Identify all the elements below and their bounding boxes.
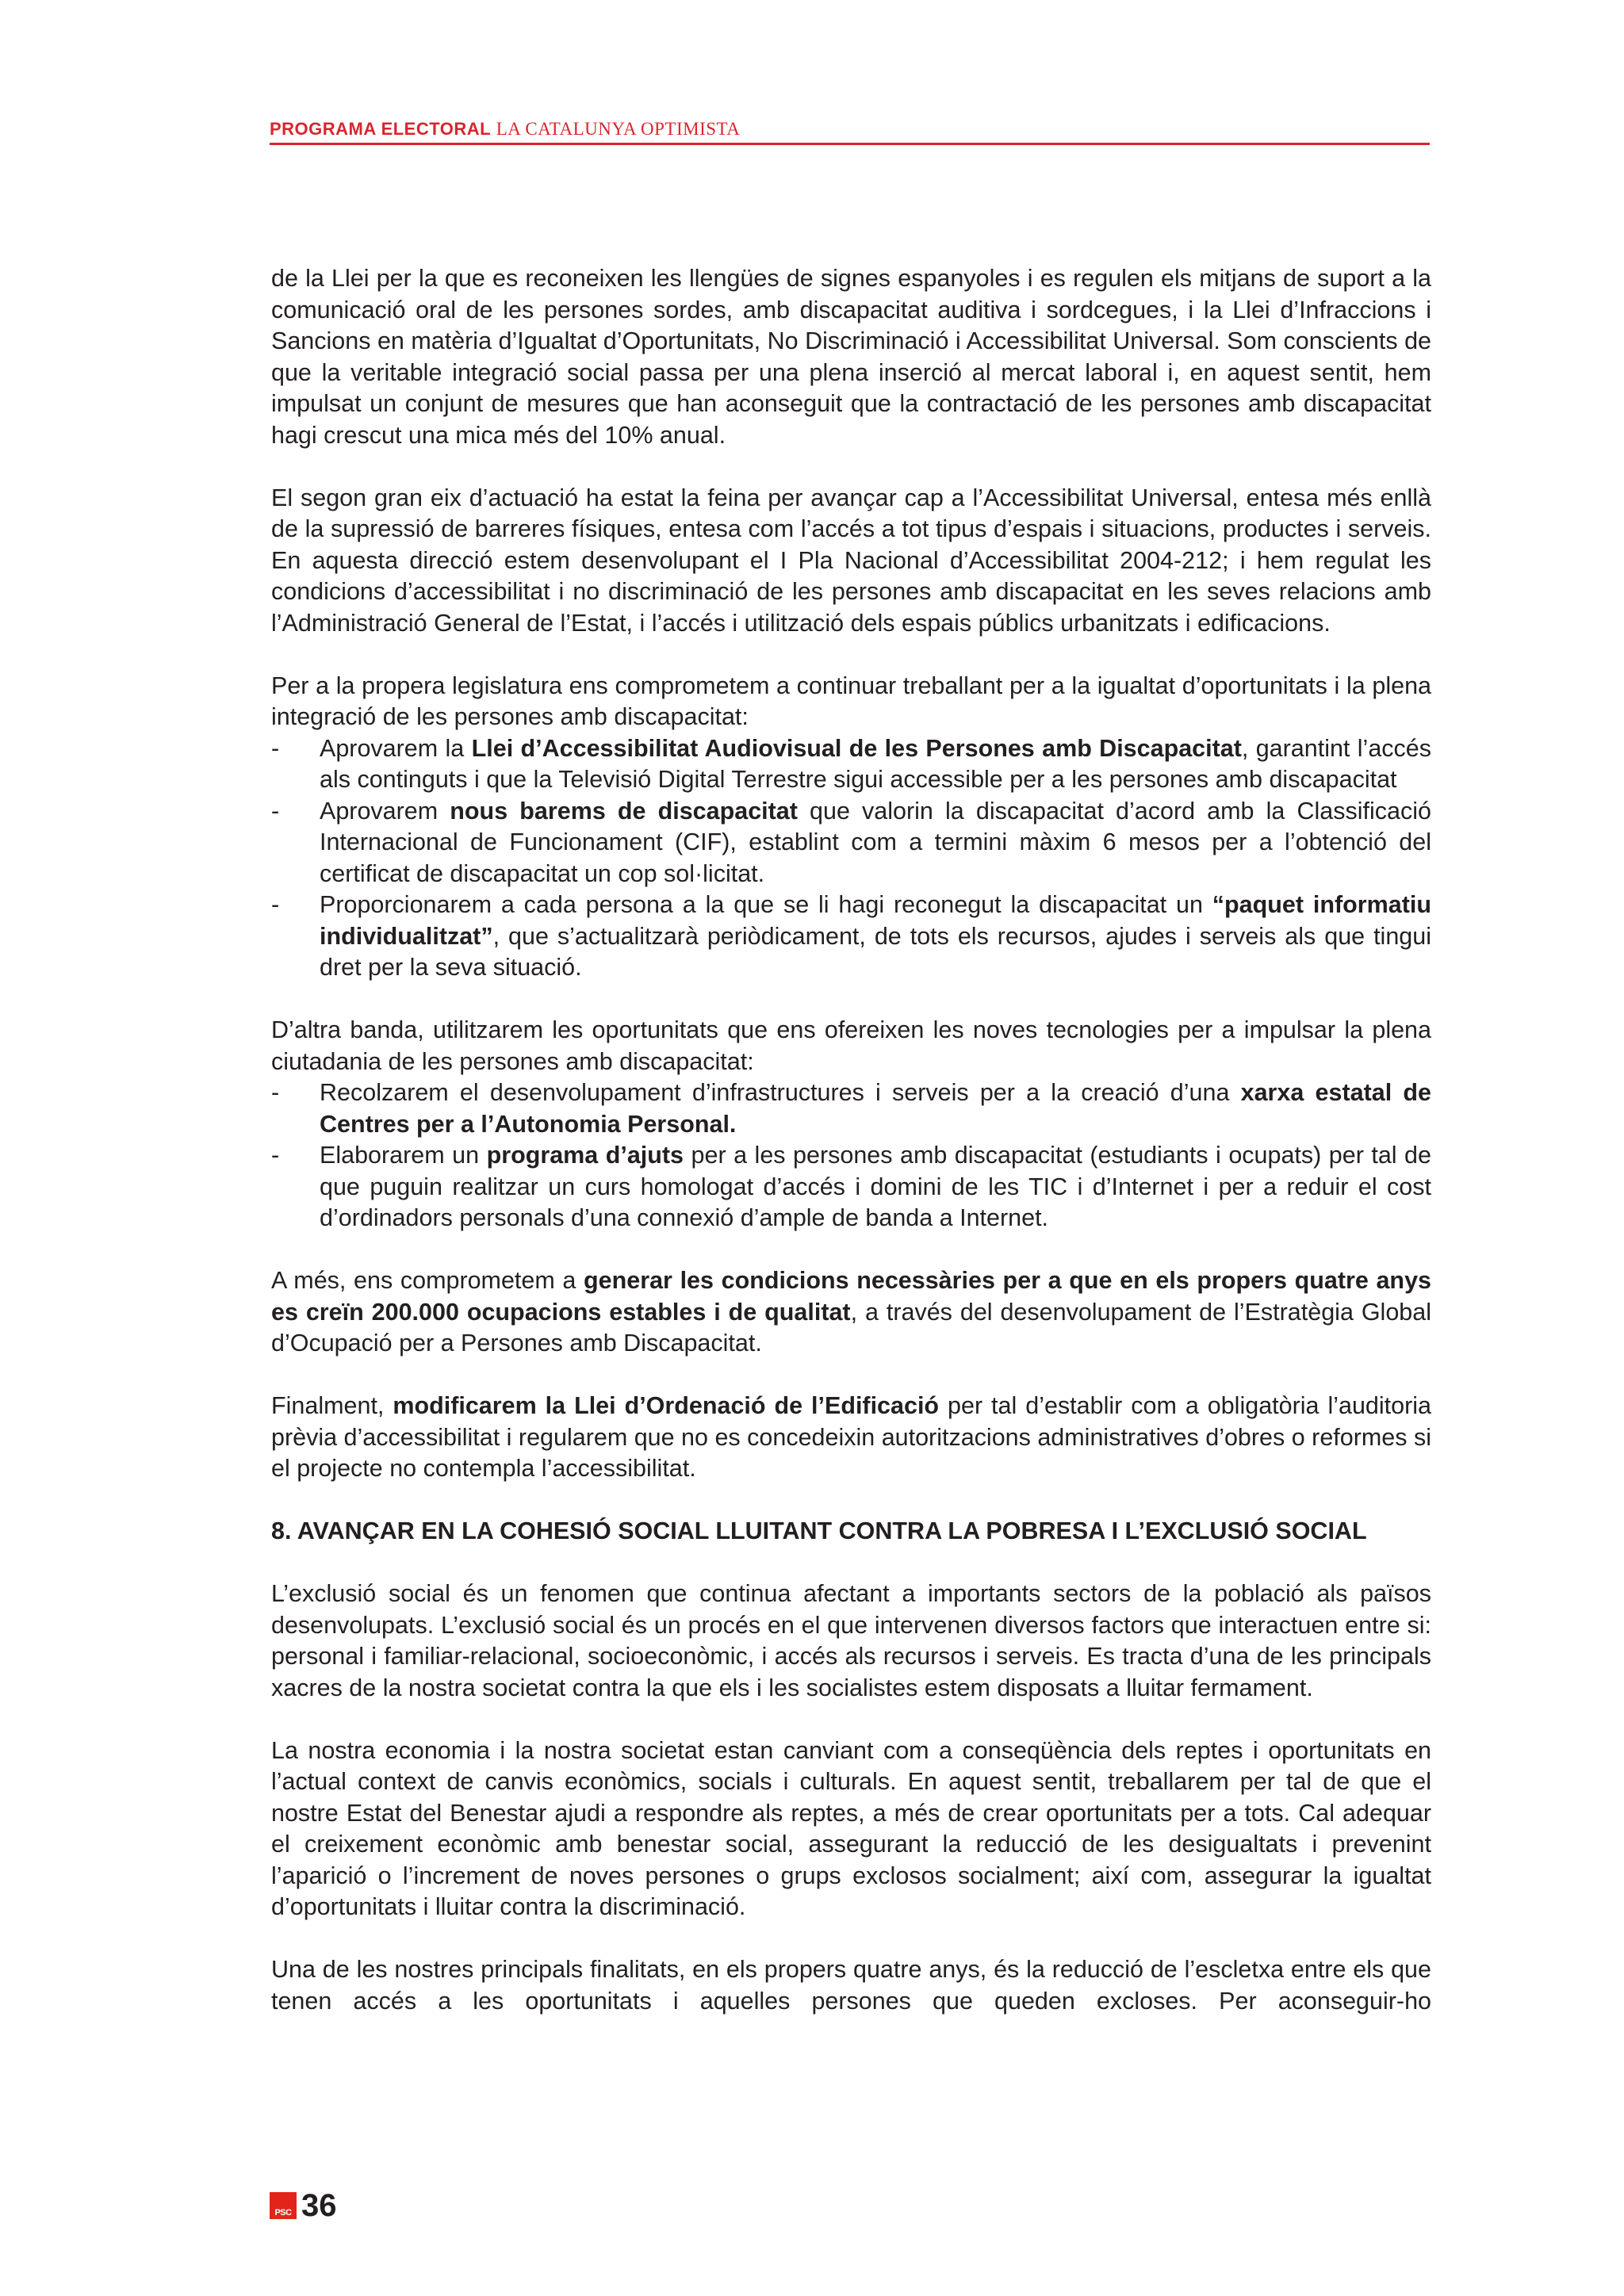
list-dash: -	[271, 891, 280, 918]
paragraph: El segon gran eix d’actuació ha estat la feina per avançar cap a l’Accessibilitat Universal, entesa més enllà de la supressió de barreres físiques, entesa com l’accés a tot tipus d’espais i situacions, productes i serveis. En aquesta direcció estem desenvolupant el I Pla Nacional d’Accessibilitat 2004-212; i hem regulat les condicions d’accessibilitat i no discriminació de les persones amb discapacitat en les seves relacions amb l’Administració General de l’Estat, i l’accés i utilització dels espais públics urbanitzats i edificacions.	[271, 484, 1431, 637]
page-header	[270, 119, 1430, 140]
list-item: - Proporcionarem a cada persona a la que se li hagi reconegut la discapacitat un “paquet informatiu individualitzat”, que s’actualitzarà periòdicament, de tots els recursos, ajudes i serveis als que tingui dret per la seva situació.	[271, 891, 1431, 981]
list-dash: -	[271, 797, 280, 825]
technology-list	[271, 1077, 1431, 1234]
paragraph: D’altra banda, utilitzarem les oportunitats que ens ofereixen les noves tecnologies per a impulsar la plena ciutadania de les persones amb discapacitat:	[271, 1016, 1431, 1075]
commitments-list	[271, 733, 1431, 984]
paragraph: de la Llei per la que es reconeixen les llengües de signes espanyoles i es regulen els mitjans de suport a la comunicació oral de les persones sordes, amb discapacitat auditiva i sordcegues, i la Llei d’Infraccions i Sancions en matèria d’Igualtat d’Oportunitats, No Discriminació i Accessibilitat Universal. Som conscients de que la veritable integració social passa per una plena inserció al mercat laboral i, en aquest sentit, hem impulsat un conjunt de mesures que han aconseguit que la contractació de les persones amb discapacitat hagi crescut una mica més del 10% anual.	[271, 265, 1431, 449]
list-item: - Elaborarem un programa d’ajuts per a les persones amb discapacitat (estudiants i ocupats) per tal de que puguin realitzar un curs homologat d’accés i domini de les TIC i d’Internet i per a reduir el cost d’ordinadors personals d’una connexió d’ample de banda a Internet.	[271, 1142, 1431, 1231]
paragraph: Una de les nostres principals finalitats, en els propers quatre anys, és la reducció de l’escletxa entre els que tenen accés a les oportunitats i aquelles persones que queden excloses. Per aconseguir-ho	[271, 1956, 1431, 2015]
psc-logo: PSC	[270, 2192, 297, 2219]
list-item: - Aprovarem la Llei d’Accessibilitat Audiovisual de les Persones amb Discapacitat, garantint l’accés als continguts i que la Televisió Digital Terrestre sigui accessible per a les persones amb discapacitat	[271, 734, 1431, 793]
paragraph: A més, ens comprometem a generar les condicions necessàries per a que en els propers quatre anys es creïn 200.000 ocupacions estables i de qualitat, a través del desenvolupament de l’Estratègia Global d’Ocupació per a Persones amb Discapacitat.	[271, 1267, 1431, 1357]
section-heading: 8. AVANÇAR EN LA COHESIÓ SOCIAL LLUITANT CONTRA LA POBRESA I L’EXCLUSIÓ SOCIAL	[271, 1517, 1367, 1544]
header-rule	[270, 143, 1430, 145]
paragraph: Finalment, modificarem la Llei d’Ordenació de l’Edificació per tal d’establir com a obligatòria l’auditoria prèvia d’accessibilitat i regularem que no es concedeixin autoritzacions administratives d’obres o reformes si el projecte no contempla l’accessibilitat.	[271, 1392, 1432, 1482]
page-number: 36	[301, 2187, 337, 2223]
list-dash: -	[271, 734, 280, 762]
page-body	[271, 263, 1431, 2017]
header-title-bold: PROGRAMA ELECTORAL	[270, 119, 492, 139]
list-dash: -	[271, 1142, 280, 1169]
header-title-rest: LA CATALUNYA OPTIMISTA	[496, 119, 741, 139]
paragraph: Per a la propera legislatura ens comprometem a continuar treballant per a la igualtat d’oportunitats i la plena integració de les persones amb discapacitat:	[271, 672, 1431, 730]
paragraph: L’exclusió social és un fenomen que continua afectant a importants sectors de la població als països desenvolupats. L’exclusió social és un procés en el que intervenen diversos factors que interactuen entre si: personal i familiar-relacional, socioeconòmic, i accés als recursos i serveis. Es tracta d’una de les principals xacres de la nostra societat contra la que els i les socialistes estem disposats a lluitar fermament.	[271, 1580, 1431, 1701]
list-item: - Recolzarem el desenvolupament d’infrastructures i serveis per a la creació d’una xarxa estatal de Centres per a l’Autonomia Personal.	[271, 1079, 1431, 1138]
list-dash: -	[271, 1079, 280, 1106]
list-item: - Aprovarem nous barems de discapacitat que valorin la discapacitat d’acord amb la Classificació Internacional de Funcionament (CIF), establint com a termini màxim 6 mesos per a l’obtenció del certificat de discapacitat un cop sol·licitat.	[271, 797, 1431, 887]
page-footer	[270, 2187, 337, 2223]
paragraph: La nostra economia i la nostra societat estan canviant com a conseqüència dels reptes i oportunitats en l’actual context de canvis econòmics, socials i culturals. En aquest sentit, treballarem per tal de que el nostre Estat del Benestar ajudi a respondre als reptes, a més de crear oportunitats per a tots. Cal adequar el creixement econòmic amb benestar social, assegurant la reducció de les desigualtats i prevenint l’aparició o l’increment de noves persones o grups exclosos socialment; així com, assegurar la igualtat d’oportunitats i lluitar contra la discriminació.	[271, 1736, 1431, 1920]
header-title	[270, 119, 1430, 140]
